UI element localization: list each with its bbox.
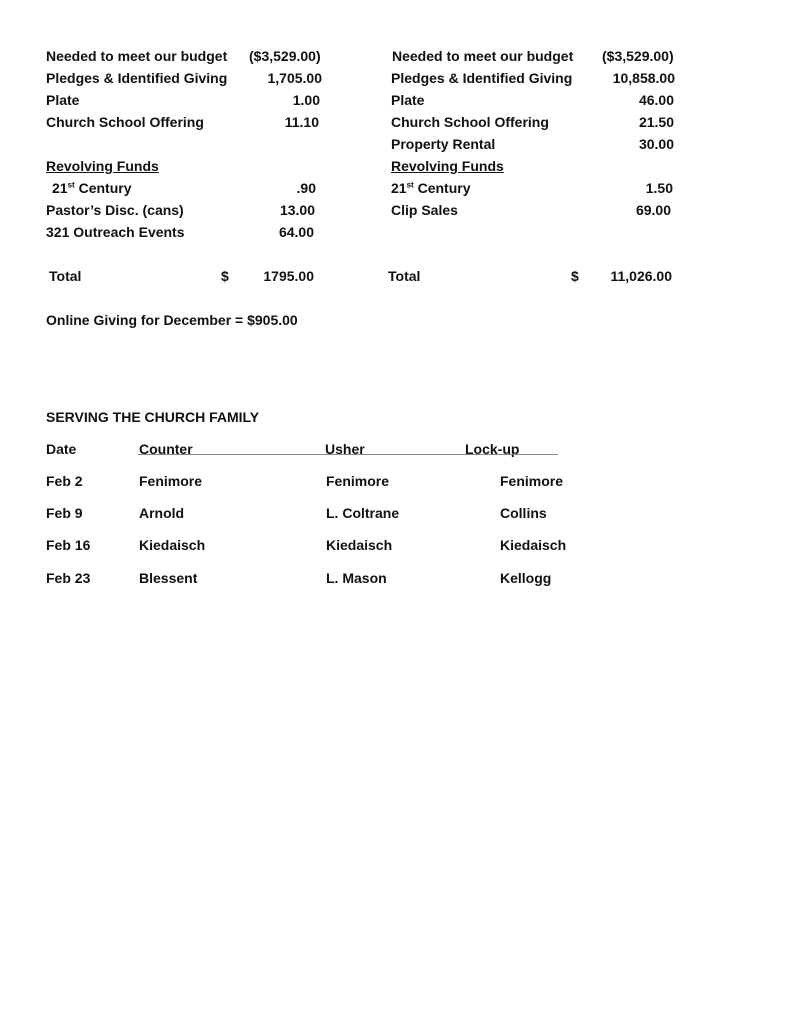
right-property-label: Property Rental	[391, 136, 496, 152]
right-pledges-value: 10,858.00	[612, 70, 675, 86]
row-lockup: Kiedaisch	[500, 537, 567, 553]
right-school-value: 21.50	[638, 114, 674, 130]
right-revolving-heading: Revolving Funds	[391, 158, 504, 174]
column-header-usher: Usher	[325, 441, 365, 457]
left-school-label: Church School Offering	[46, 114, 204, 130]
row-counter: Fenimore	[139, 473, 203, 489]
left-century-num: 21	[52, 180, 68, 196]
right-property-value: 30.00	[638, 136, 674, 152]
row-counter: Blessent	[139, 570, 198, 586]
right-pledges-label: Pledges & Identified Giving	[391, 70, 573, 86]
row-lockup: Collins	[500, 505, 547, 521]
row-usher: Fenimore	[326, 473, 390, 489]
row-lockup: Fenimore	[500, 473, 564, 489]
row-date: Feb 9	[46, 505, 83, 521]
right-century-sup: st	[406, 180, 414, 190]
left-century-value: .90	[296, 180, 316, 196]
column-header-lockup: Lock-up	[465, 441, 520, 457]
right-century-word: Century	[413, 180, 471, 196]
right-total-label: Total	[388, 268, 421, 284]
right-plate-label: Plate	[391, 92, 425, 108]
right-century-label	[391, 180, 471, 196]
left-century-label	[52, 180, 132, 196]
right-century-num: 21	[391, 180, 407, 196]
right-total-currency: $	[571, 268, 579, 284]
row-counter: Arnold	[139, 505, 185, 521]
left-century-word: Century	[74, 180, 132, 196]
column-header-counter: Counter	[139, 441, 193, 457]
right-plate-value: 46.00	[638, 92, 674, 108]
right-clip-value: 69.00	[635, 202, 671, 218]
left-pledges-label: Pledges & Identified Giving	[46, 70, 228, 86]
serving-heading: SERVING THE CHURCH FAMILY	[46, 409, 260, 425]
row-date: Feb 2	[46, 473, 83, 489]
left-total-value: 1795.00	[263, 268, 314, 284]
right-clip-label: Clip Sales	[391, 202, 458, 218]
row-date: Feb 16	[46, 537, 91, 553]
left-total-currency: $	[221, 268, 229, 284]
left-budget-label: Needed to meet our budget	[46, 48, 228, 64]
row-date: Feb 23	[46, 570, 91, 586]
left-plate-label: Plate	[46, 92, 80, 108]
column-header-date: Date	[46, 441, 77, 457]
left-outreach-label: 321 Outreach Events	[46, 224, 185, 240]
left-revolving-heading: Revolving Funds	[46, 158, 159, 174]
right-century-value: 1.50	[645, 180, 673, 196]
row-lockup: Kellogg	[500, 570, 552, 586]
row-usher: Kiedaisch	[326, 537, 393, 553]
left-pastor-value: 13.00	[279, 202, 315, 218]
online-giving-line: Online Giving for December = $905.00	[46, 312, 298, 328]
left-pledges-value: 1,705.00	[267, 70, 322, 86]
left-plate-value: 1.00	[292, 92, 320, 108]
right-school-label: Church School Offering	[391, 114, 549, 130]
right-budget-value: ($3,529.00)	[602, 48, 674, 64]
left-outreach-value: 64.00	[278, 224, 314, 240]
row-counter: Kiedaisch	[139, 537, 206, 553]
left-school-value: 11.10	[284, 114, 319, 130]
row-usher: L. Mason	[326, 570, 387, 586]
header-underline	[138, 454, 558, 455]
left-pastor-label: Pastor’s Disc. (cans)	[46, 202, 184, 218]
left-total-label: Total	[49, 268, 82, 284]
right-total-value: 11,026.00	[610, 268, 672, 284]
left-century-sup: st	[67, 180, 75, 190]
row-usher: L. Coltrane	[326, 505, 400, 521]
right-budget-label: Needed to meet our budget	[392, 48, 574, 64]
left-budget-value: ($3,529.00)	[249, 48, 321, 64]
